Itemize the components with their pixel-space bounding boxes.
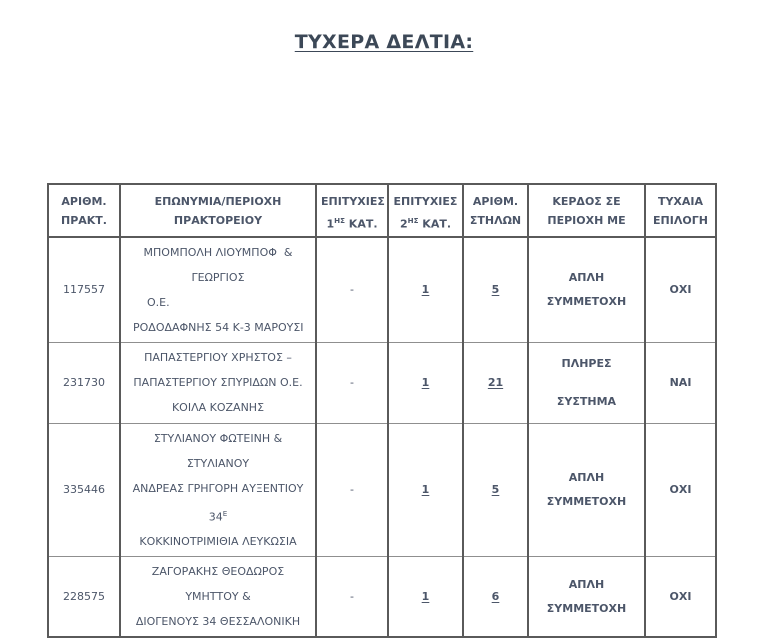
- header-line: ΤΥΧΑΙΑ: [657, 195, 704, 208]
- header-line: ΕΠΙΤΥΧΙΕΣ: [321, 195, 385, 208]
- random-selection-cell: ΟΧΙ: [645, 557, 716, 638]
- successes-1st-cat-cell: -: [316, 342, 388, 423]
- successes-1st-cat-cell: -: [316, 557, 388, 638]
- agency-name-cell: [120, 342, 316, 423]
- columns-count-cell: [463, 237, 528, 343]
- prize-cell: [528, 423, 645, 557]
- agency-name-line: ΖΑΓΟΡΑΚΗΣ ΘΕΟΔΩΡΟΣ ΥΜΗΤΤΟΥ &: [151, 565, 288, 604]
- successes-2nd-value: 1: [421, 483, 430, 497]
- prize-line: ΑΠΛΗ: [568, 470, 605, 484]
- agency-name-line: ΓΕΩΡΓΙΟΣ: [191, 270, 245, 284]
- column-header-random-selection: [645, 184, 716, 237]
- agency-name-cell: [120, 237, 316, 343]
- successes-2nd-cat-cell: [388, 342, 463, 423]
- header-line: ΠΡΑΚΤΟΡΕΙΟΥ: [173, 214, 263, 227]
- column-header-agency-name: [120, 184, 316, 237]
- prize-cell: [528, 237, 645, 343]
- prize-line: ΑΠΛΗ: [568, 270, 605, 284]
- agency-name-line: ΣΤΥΛΙΑΝΟΥ ΦΩΤΕΙΝΗ & ΣΤΥΛΙΑΝΟΥ: [153, 431, 286, 470]
- header-line: ΕΠΙΛΟΓΗ: [653, 214, 708, 227]
- agency-name-line: ΑΝΔΡΕΑΣ ΓΡΗΓΟΡΗ ΑΥΞΕΝΤΙΟΥ $34^E$: [132, 481, 307, 524]
- successes-2nd-value: 1: [421, 283, 430, 297]
- header-line: $2^{H\Sigma}$ ΚΑΤ.: [399, 216, 452, 231]
- agency-name-cell: [120, 557, 316, 638]
- table-row: [48, 342, 716, 423]
- page-title: ΤΥΧΕΡΑ ΔΕΛΤΙΑ:: [294, 31, 474, 53]
- header-line: ΣΤΗΛΩΝ: [469, 214, 522, 227]
- ordinal-superscript: ΗΣ: [407, 216, 419, 225]
- successes-2nd-value: 1: [421, 376, 430, 390]
- columns-count-cell: [463, 423, 528, 557]
- successes-1st-cat-cell: -: [316, 237, 388, 343]
- agency-number-cell: 335446: [48, 423, 120, 557]
- agency-number-cell: 228575: [48, 557, 120, 638]
- agency-number-cell: 117557: [48, 237, 120, 343]
- columns-count-value: 5: [491, 483, 500, 497]
- columns-count-cell: [463, 342, 528, 423]
- ordinal-superscript: ΗΣ: [334, 216, 345, 225]
- random-selection-cell: ΝΑΙ: [645, 342, 716, 423]
- table-row: [48, 423, 716, 557]
- prize-cell: [528, 557, 645, 638]
- prize-line: ΣΥΜΜΕΤΟΧΗ: [546, 601, 627, 615]
- column-header-successes-2nd-cat: [388, 184, 463, 237]
- column-header-columns-count: [463, 184, 528, 237]
- header-line: ΕΠΩΝΥΜΙΑ/ΠΕΡΙΟΧΗ: [154, 195, 282, 208]
- agency-name-line: ΜΠΟΜΠΟΛΗ ΛΙΟΥΜΠΟΦ &: [143, 245, 293, 259]
- successes-2nd-cat-cell: [388, 423, 463, 557]
- header-line: ΑΡΙΘΜ.: [472, 195, 519, 208]
- random-selection-cell: ΟΧΙ: [645, 423, 716, 557]
- table-row: [48, 237, 716, 343]
- prize-line: ΣΥΜΜΕΤΟΧΗ: [546, 294, 627, 308]
- prize-line: ΠΛΗΡΕΣ: [561, 356, 612, 370]
- agency-name-line: ΠΑΠΑΣΤΕΡΓΙΟΥ ΣΠΥΡΙΔΩΝ Ο.Ε.: [133, 376, 303, 390]
- address-superscript: Ε: [222, 508, 228, 518]
- column-header-prize: [528, 184, 645, 237]
- random-selection-cell: ΟΧΙ: [645, 237, 716, 343]
- prize-line: ΣΥΜΜΕΤΟΧΗ: [546, 494, 627, 508]
- agency-address-line: ΔΙΟΓΕΝΟΥΣ 34 ΘΕΣΣΑΛΟΝΙΚΗ: [135, 615, 301, 629]
- successes-2nd-value: 1: [421, 590, 430, 604]
- lucky-tickets-table: [47, 183, 717, 638]
- table-row: [48, 557, 716, 638]
- agency-address-line: ΡΟΔΟΔΑΦΝΗΣ 54 Κ-3 ΜΑΡΟΥΣΙ: [133, 320, 304, 334]
- header-line: ΑΡΙΘΜ.: [61, 195, 107, 208]
- table-header-row: [48, 184, 716, 237]
- successes-1st-cat-cell: -: [316, 423, 388, 557]
- prize-cell: [528, 342, 645, 423]
- agency-name-cell: [120, 423, 316, 557]
- successes-2nd-cat-cell: [388, 557, 463, 638]
- header-line: ΕΠΙΤΥΧΙΕΣ: [393, 195, 458, 208]
- header-line: $1^{H\Sigma}$ ΚΑΤ.: [326, 216, 378, 231]
- agency-address-line: ΚΟΚΚΙΝΟΤΡΙΜΙΘΙΑ ΛΕΥΚΩΣΙΑ: [139, 535, 297, 549]
- columns-count-value: 6: [491, 590, 500, 604]
- columns-count-value: 5: [491, 283, 500, 297]
- agency-address-line: ΚΟΙΛΑ ΚΟΖΑΝΗΣ: [171, 401, 265, 415]
- agency-number-cell: 231730: [48, 342, 120, 423]
- columns-count-value: 21: [487, 376, 504, 390]
- agency-name-line: Ο.Ε.: [147, 295, 170, 309]
- column-header-successes-1st-cat: [316, 184, 388, 237]
- header-line: ΚΕΡΔΟΣ ΣΕ: [552, 195, 621, 208]
- successes-2nd-cat-cell: [388, 237, 463, 343]
- column-header-agency-number: [48, 184, 120, 237]
- header-line: ΠΡΑΚΤ.: [61, 214, 107, 227]
- header-line: ΠΕΡΙΟΧΗ ΜΕ: [547, 214, 626, 227]
- prize-line: ΣΥΣΤΗΜΑ: [556, 394, 617, 408]
- columns-count-cell: [463, 557, 528, 638]
- agency-name-line: ΠΑΠΑΣΤΕΡΓΙΟΥ ΧΡΗΣΤΟΣ –: [144, 351, 292, 365]
- prize-line: ΑΠΛΗ: [568, 577, 605, 591]
